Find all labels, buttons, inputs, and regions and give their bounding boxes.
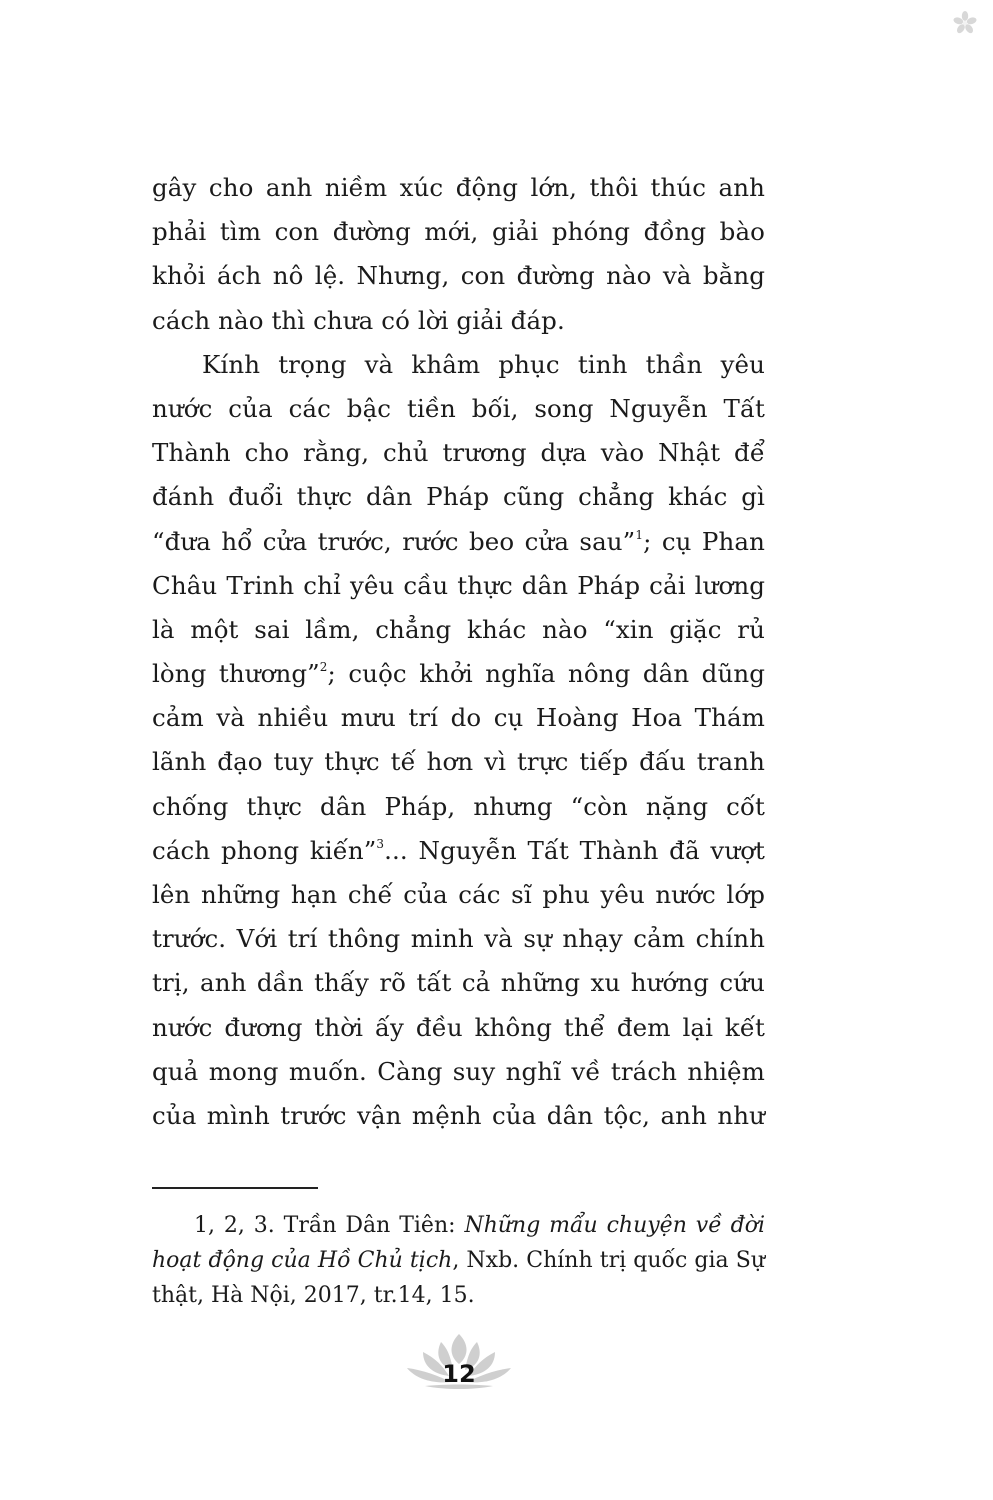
text-line [152, 652, 765, 696]
text-segment: ... Nguyễn Tất Thành đã vượt [384, 835, 765, 865]
footnote-ref-2[interactable]: 2 [319, 660, 328, 675]
text-line: nước của các bậc tiền bối, song Nguyễn Tất [152, 393, 765, 423]
text-line: gây cho anh niềm xúc động lớn, thôi thúc anh [152, 173, 765, 202]
paragraph-2 [152, 343, 765, 1138]
footnote-line: thật, Hà Nội, 2017, tr.14, 15. [152, 1283, 475, 1308]
text-line: trị, anh dần thấy rõ tất cả những xu hướng cứu [152, 968, 765, 998]
text-line: Kính trọng và khâm phục tinh thần yêu [202, 349, 765, 379]
text-line: của mình trước vận mệnh của dân tộc, anh như [152, 1100, 765, 1130]
text-line: lên những hạn chế của các sĩ phu yêu nước lớp [152, 880, 765, 909]
text-line: là một sai lầm, chẳng khác nào “xin giặc rủ [152, 614, 765, 644]
text-line: khỏi ách nô lệ. Nhưng, con đường nào và bằng [152, 261, 765, 291]
text-line: đánh đuổi thực dân Pháp cũng chẳng khác gì [152, 482, 765, 512]
text-line: nước đương thời ấy đều không thể đem lại kết [152, 1012, 765, 1042]
footnote-refs: 1, 2, 3. Trần Dân Tiên [194, 1213, 449, 1238]
book-title: hoạt động của Hồ Chủ tịch [152, 1248, 453, 1273]
text-segment: ; cụ Phan [643, 526, 765, 556]
text-segment: “đưa hổ cửa trước, rước beo cửa sau” [152, 526, 636, 556]
footnote-line [152, 1243, 765, 1278]
text-line [152, 520, 765, 564]
text-line: Châu Trinh chỉ yêu cầu thực dân Pháp cải lương [152, 570, 765, 600]
text-segment: lòng thương” [152, 659, 320, 689]
page-number: 12 [442, 1360, 476, 1388]
book-title: Những mẩu chuyện về đời [464, 1213, 765, 1238]
text-segment: ; cuộc khởi nghĩa nông dân dũng [327, 659, 766, 689]
footnote-line [152, 1208, 765, 1243]
text-line: chống thực dân Pháp, nhưng “còn nặng cốt [152, 791, 765, 821]
text-line: cách nào thì chưa có lời giải đáp. [152, 305, 565, 335]
text-line: Thành cho rằng, chủ trương dựa vào Nhật để [152, 438, 765, 468]
footnote-colon: : [448, 1213, 465, 1238]
text-line: phải tìm con đường mới, giải phóng đồng bào [152, 217, 765, 247]
footnote-ref-3[interactable]: 3 [376, 836, 385, 851]
body-text [152, 166, 765, 1138]
text-line: trước. Với trí thông minh và sự nhạy cảm chính [152, 924, 765, 954]
text-segment: cách phong kiến” [152, 835, 377, 865]
text-line [152, 829, 765, 873]
text-line: quả mong muốn. Càng suy nghĩ về trách nhiệm [152, 1056, 765, 1086]
text-line: cảm và nhiều mưu trí do cụ Hoàng Hoa Thám [152, 703, 765, 733]
paragraph-1 [152, 166, 765, 343]
text-line: lãnh đạo tuy thực tế hơn vì trực tiếp đấu tranh [152, 747, 765, 777]
footnote-divider [152, 1187, 318, 1189]
publisher: , Nxb. Chính trị quốc gia Sự [452, 1248, 765, 1273]
footnote [152, 1208, 765, 1313]
footnote-ref-1[interactable]: 1 [635, 527, 644, 542]
flower-ornament-icon [952, 10, 978, 36]
